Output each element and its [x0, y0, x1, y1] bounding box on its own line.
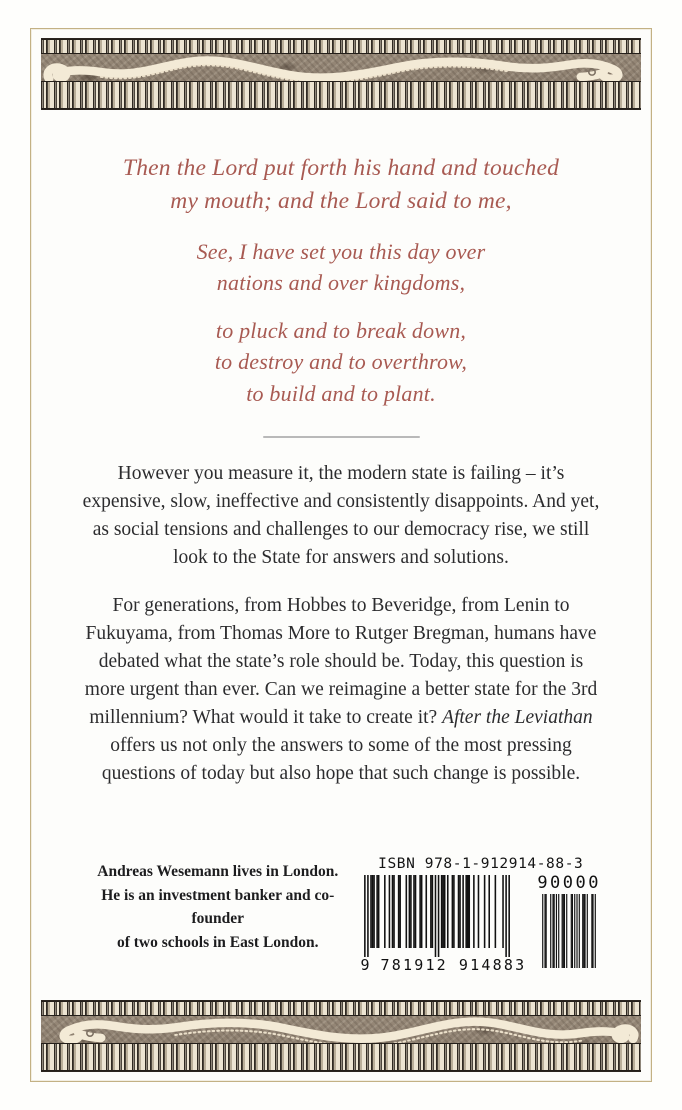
ean13-barcode	[361, 875, 527, 974]
addon-barcode	[537, 875, 601, 968]
epigraph-line: nations and over kingdoms,	[216, 269, 466, 295]
epigraph-line: See, I have set you this day over	[196, 238, 486, 264]
epigraph-line: to pluck and to break down,	[215, 318, 467, 344]
epigraph-line: Then the Lord put forth his hand and touched	[122, 155, 560, 181]
cover-paper	[41, 38, 641, 1072]
epigraph-quote	[77, 110, 605, 409]
author-bio-line-1: Andreas Wesemann lives in London.	[97, 863, 339, 880]
ean13-bars	[361, 875, 513, 957]
epigraph-line: my mouth; and the Lord said to me,	[170, 188, 512, 215]
blurb-paragraph-1: However you measure it, the modern state is failing – it’s expensive, slow, ineffective and consistently disappoints. And yet, as social tensions and challenges to our democracy rise, we still look to the State for answers and solutions.	[82, 462, 600, 568]
addon-digits: 90000	[537, 873, 601, 893]
ean-group-right: 914883	[458, 956, 527, 974]
ean-lead-digit: 9	[360, 956, 371, 974]
barcode-codes	[361, 875, 601, 974]
epigraph-line: to build and to plant.	[246, 380, 436, 406]
blurb-paragraph-2	[77, 592, 605, 787]
author-bio-line-2: He is an investment banker and co-founder	[101, 886, 335, 928]
epigraph-stanza-2	[77, 236, 605, 298]
book-title-mention: After the Leviathan	[442, 706, 593, 728]
ean-group-left: 781912	[380, 956, 448, 974]
divider-rule	[263, 436, 420, 438]
bottom-decorative-frieze	[41, 1000, 641, 1072]
blurb-paragraph-2-part-2: offers us not only the answers to some of the most pressing questions of today but also hope that such change is possible.	[101, 734, 581, 784]
meander-band-lower	[41, 81, 641, 109]
meander-band-upper	[41, 39, 641, 54]
meander-band-upper	[41, 1001, 641, 1016]
isbn-label: ISBN 978-1-912914-88-3	[378, 856, 584, 872]
meander-band-lower	[41, 1043, 641, 1071]
barcode-block	[355, 854, 605, 974]
author-bio	[81, 854, 355, 954]
epigraph-line: to destroy and to overthrow,	[214, 349, 468, 375]
blurb-paragraph-2-part-1: For generations, from Hobbes to Beveridge, from Lenin to Fukuyama, from Thomas More to Rutger Bregman, humans have debated what the state’s role should be. Today, this question is more urgent than ever. Can we reimagine a better state for the 3rd millennium? What would it take to create it?	[84, 595, 598, 728]
author-bio-line-3: of two schools in East London.	[116, 933, 319, 951]
epigraph-stanza-1	[77, 152, 605, 219]
cover-content	[41, 110, 641, 1000]
blurb-text	[77, 460, 605, 788]
ean13-digits	[361, 956, 527, 974]
cover-footer	[77, 854, 605, 1000]
divider-rule-wrap	[77, 436, 605, 438]
addon-bars	[541, 894, 597, 968]
epigraph-stanza-3	[77, 315, 605, 409]
top-decorative-frieze	[41, 38, 641, 110]
